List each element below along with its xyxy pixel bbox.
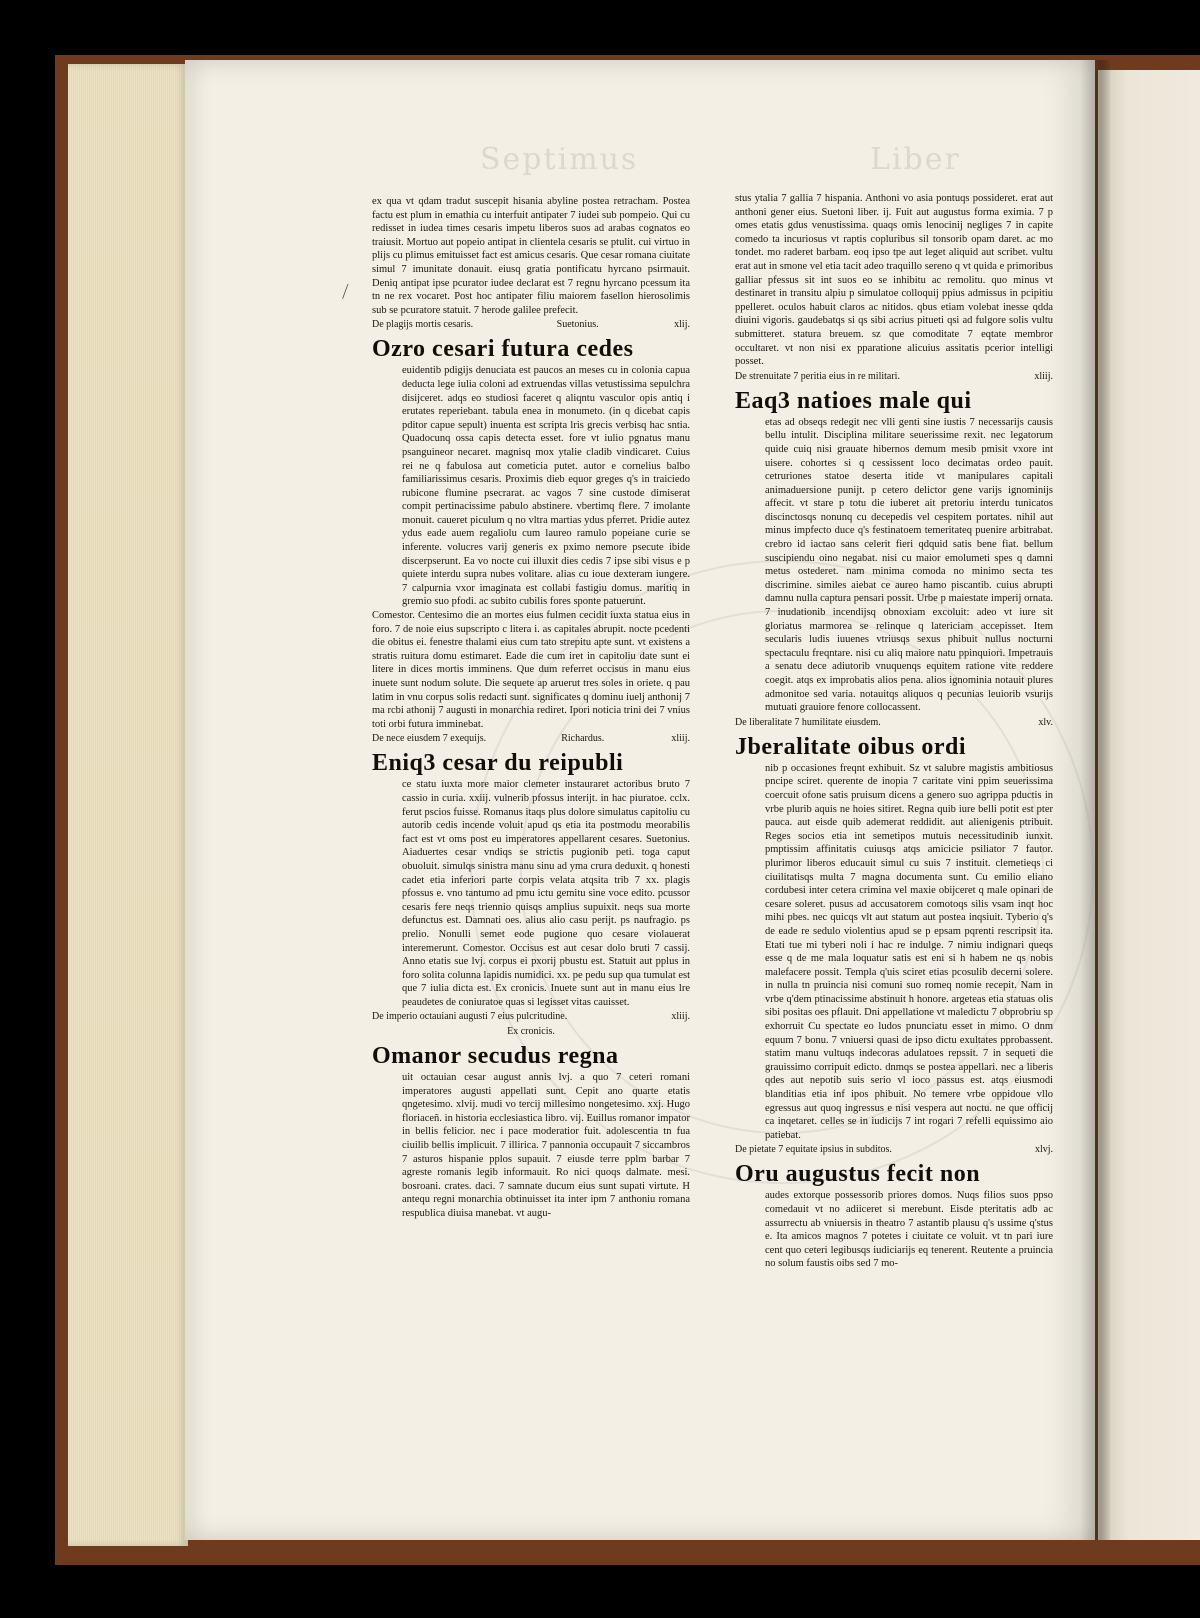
rubric-title: De imperio octauiani augusti 7 eius pulcritudine. [372, 1011, 568, 1023]
rubric-source: Richardus. [561, 733, 605, 745]
right-page-edge [1098, 70, 1200, 1540]
page-edges [68, 64, 188, 1546]
chapter-initial-heading: Jberalitate oibus ordi [735, 733, 966, 760]
rubric-title: De liberalitate 7 humilitate eiusdem. [735, 716, 881, 728]
chapter-initial-heading: Oru augustus fecit non [735, 1161, 981, 1188]
rubric-title: De pietate 7 equitate ipsius in subditos. [735, 1144, 892, 1156]
rubric-number: xliij. [671, 733, 690, 745]
chapter-rubric [372, 732, 690, 746]
chapter-initial-heading: Eniq3 cesar du reipubli [372, 750, 624, 777]
rubric-number: xlvj. [1034, 1144, 1053, 1156]
paragraph: stus ytalia 7 gallia 7 hispania. Anthoni vo asia pontuqs possideret. erat aut anthoni gener eius. Suetoni liber. ij. Fuit aut augustus forma eximia. 7 p omes etatis gdus venustissima. quaqs omis lenocinij negliges 7 in capite comedo ta incuriosus vt raptis copluribus sil tonsorib opam daret. ac mo tondet. mo raderet barbam. eoq ipso tpe aut leget aliquid aut scribet. vultu erat aut in smone vel etia tacit adeo traquillo sereno q vt quida e primoribus galliar pfessus sit int suos eo se inhibitu ac remolitu. quo minus vt destinaret in transitu alpiu p simulatoe colloquij ppius admissus in pcipitiu ppelleret. oculos habuit claros ac nitidos. qbus etiam volebat inesse qdda diuini vigoris. gaudebatqs si qs sibi acrius pitueti qsi ad fulgore solis vultu submitteret. statura breuem. sz que comoditate 7 eqtate membror occultaret. vt non nisi ex pparatione alicuius assitatis pcerior intelligi posset. [735, 193, 1053, 368]
text-column-right [735, 192, 1053, 1271]
rubric-title: De plagijs mortis cesaris. [372, 319, 474, 331]
rubric-number: xlij. [674, 319, 690, 331]
paragraph: uit octauian cesar august annis lvj. a quo 7 ceteri romani imperatores augusti appellati sunt. Cepit ano quarte etatis qngetesimo. xlvij. mudi vo tercij millesimo nongetesimo. xxj. Hugo floriaceñ. in historia ecclesiastica libro. vij. Euillus romanor impator in bellis felicior. nec i pace moderatior fuit. adolescentia tn fua ciuilib bellis implicuit. 7 illirica. 7 pannonia occupauit 7 siccambros 7 asturos hispanie pplos supauit. 7 eiusde terre pplm barbar 7 agreste romanis legib informauit. Ro nici quoqs dalmate. mesi. bosroani. crates. daci. 7 samnate ducum eius sunt supati virtute. H antequ regni monarchia obtinuisset ita inter ipm 7 anthoniu romana respublica diuisa manebat. vt augu- [402, 1072, 690, 1219]
paragraph: ce statu iuxta more maior clemeter instauraret actoribus bruto 7 cassio in curia. xxiij. vulnerib pfossus interijt. in hac piuratoe. cclx. ferut pscios fuisse. Romanus itaqs plus dolore simulatus capitoliu cu autorib cedis incende voluit apud qs etia ita postmodu meorabilis fact est vt oms post eu imperatores appellarent cesares. Suetonius. Aiaduertes cesar vndiqs se strictis pugionib peti. toga caput obuoluit. simulqs sinistra manu sinu ad yma crura deduxit. q honesti cadet etia inferiori parte corpis velata atqsita trib 7 xx. plagis pfossus e. vno tantumo ad pmu ictu gemitu sine voce edito. pcussor cesaris fere neqs triennio quisqs amplius supuixit. neqs sua morte defunctus est. Damnati oes. alius alio casu perijt. ps naufragio. ps prelio. Nonulli semet eode pugione quo cesare violauerat interemerunt. Comestor. Occisus est aut cesar dolo bruti 7 cassij. Anno etatis sue lvj. corpus ei pxorij pbustu est. Statuit aut pplus in foro solita colunna lapidis numidici. xx. pe pedu sup qua tumulat est que 7 iulia dicta est. Ex cronicis. Inuete sunt aut in manu eius lre peaudetes de coniuratoe quas si legisset vitas cauisset. [402, 779, 690, 1008]
chapter-initial-heading: Ozro cesari futura cedes [372, 336, 634, 363]
paragraph: nib p occasiones freqnt exhibuit. Sz vt salubre magistis ambitiosus pncipe sciret. querente de inopia 7 caritate vini ppim seuerissima coercuit ofone satis pruisum dicens a genero suo agrippa pductis in vrbe plurib aquis ne hoies sitiret. Regna quib iure belli potit est pter pauca. aut eisde quib ademerat reddidit. aut alienigenis ptribuit. Reges socios etia int semetipos mutuis necessitudinib iunxit. pmptissim affinitatis cuiusqs atqs amicicie psiliator 7 fautor. plurimor liberos educauit simul cu suis 7 instituit. clemetieqs ci ciuilitatisqs multa 7 magna documenta sunt. Cu emilio eliano cordubesi inter cetera crimina vel maxie obijceret q male opinari de cesare soleret. pusus ad accusatorem comotoqs silis vsam inqt hoc mihi pbes. nec quicqs vlt aut statum aut postea inqsiuit. Tyberio q's de eade re sedulo violentius apud se p epsam pqrenti rescripsit ita. Etati tue mi tyberi noli i hac re indulge. 7 nimiu indignari queqs esse q de me mala loquatur satis est eni si h habem ne qs nobis malefacere possit. Templa q'uis sciret etias pcosulib decerni solere. in nulla tn pruincia nisi comuni suo romeq nomie recepit. Nam in vrbe q'dem ptinacissime abstinuit h honore. argeteas etia statuas olis sibi positas oes pflauit. Dni appellatione vt maledictu 7 obprobriu sp exhorruit Cu spectate eo ludos pnunciatu esset in mimo. O dnm equum 7 bonu. 7 vniuersi quasi de ipso dictu exultates pprobassent. statim manu vultuqs indecoras adulatoes repssit. 7 in sequeti die grauissimo corripuit edicto. dnmqs se postea appellari. nec a liberis qdes aut nepotib suis serio vl ioco passus est. atqs eiusmodi blanditias etia inf ipos phibuit. No temere vrbe oppidoue vllo egressus aut quoq ingressus e nisi vespera aut noctu. ne que officij ca inqetaret. celles se in iudicijs 7 int rogari 7 refelli equissimo aio patiebat. [765, 762, 1053, 1141]
chapter-rubric [372, 318, 690, 332]
rubric-title: De strenuitate 7 peritia eius in re militari. [735, 370, 900, 382]
chapter-rubric [735, 370, 1053, 384]
chapter-initial-heading: Eaq3 natioes male qui [735, 387, 972, 414]
running-head-left: Septimus [480, 142, 639, 177]
rubric-source: Ex cronicis. [507, 1026, 555, 1038]
chapter-rubric [735, 1143, 1053, 1157]
paragraph: euidentib pdigijs denuciata est paucos an meses cu in colonia capua deducta lege iulia coloni ad extruendas villas vetustissima sepulchra disijceret. adqs eo studiosi faceret q aliqntu vasculor opis antiq i erutates reperiebant. tabula enea in monumeto. (in q dicebat capis pditor capue sepult) inuenta est scripta lris grecis verbisq hac sntia. Quadocunq ossa capis detecta esset. fore vt iulio pgnatus manu psanguineor necaret. magnisq mox ytalie cladib vindicaret. Cuius rei ne q fabulosa aut cometicia putet. autor e cornelius balbo familiarissimus cesaris. Proximis dieb equor greges q's in traiciedo rubicone flumine psecrarat. ac vagos 7 sine custode dimiserat compit pertinacissime pabulo abstinere. vbertimq flere. 7 imolante monuit. caueret piculum q no vltra martias ydus pferret. Pridie autez ydus eade auem regaliolu cum laureo ramulo popeiane curie se inferente. volucres varij generis ex pximo nemore psecute ibide discerpserunt. Ea vo nocte cui illuxit dies cedis 7 ipse sibi visus e p quiete interdu supra nubes volitare. alias cu ioue dexteram iungere. 7 calpurnia vxor imaginata est collabi fastigiu domus. maritiq in gremio suo pfodi. ac subito cubilis fores sponte patuerunt. [402, 365, 690, 608]
chapter-initial-heading: Omanor secudus regna [372, 1043, 619, 1070]
paragraph: etas ad obseqs redegit nec vlli genti sine iustis 7 necessarijs causis bellu intulit. Disciplina militare seuerissime rexit. nec legatorum quide cuiq nisi grauate hibernos demum mesib pmisit vxore int uisere. cohortes si q cessissent loco decimatas ordeo pauit. cetruriones statoe deserta itide vt manipulares capitali animaduersione punijt. p cetero delictor gene varijs ignominijs affecit. vt stare p totu die iuberet ait pretoriu interdu tunicatos discinctosqs nonunq cu decepedis vel cespitem portates. nihil aut minus impfecto duce q's festinatoem temeritateq puenire arbitrabat. crebro id iactao sans celerit fieri qdquid satis bene fiat. bellum suscipiendu oino negabat. nisi cu maior emolumeti spes q damni metus ostederet. nam minima comoda no minimo secta tes discrimine. similes aiebat ce aureo hamo piscantib. cuius abrupti damnu nulla captura pensari possit. Urbe p maiestate imperij ornata. 7 inudationib incendijsq obnoxiam excoluit: adeo vt iure sit gloriatus marmorea se relinque q latericiam accepisset. Item secularis ludis iuuenes vtriusqs sexus phibuit nullus nocturni spectaculu freqntare. nisi cu aliq maiore natu ppinquiori. Impetrauis a senatu dece adiutorib vnuquenqs equitem ratione vite reddere coegit. atqs ex improbatis alios pena. alios ignominia notauit plures admonitoe sed varia. notauitqs aliquos q pecunias leuiorib vsurijs mutuati grauiore fenore collocassent. [765, 416, 1053, 714]
paragraph: audes extorque possessorib priores domos. Nuqs filios suos ppso comedauit vt no adiiceret si merebunt. Eisde pteritatis adb ac assurrectu ab vniuersis in theatro 7 astantib plausu q's ussime q'stus e. Ita amicos magnos 7 potetes i ciuitate ce voluit. vt tn pari iure cent quo ceteri legibusqs iudiciarijs eq tenerent. Reutente a pruincia no solum faustis oibs sed 7 mo- [765, 1190, 1053, 1270]
paragraph: ex qua vt qdam tradut suscepit hisania abyline postea retracham. Postea factu est plum in emathia cu interfuit antipater 7 iudei sub pompeio. Qui cu redisset in iudea times cesaris impetu liberos suos ad arabas cognatos eo traiusit. Mortuo aut popeio antipat in clientela cesaris se ptulit. cui virtuo in plijs cu plimus emituisset fact est amicus cesaris. Que cesar romana ciuitate simul 7 imunitate donauit. eiusq gratia pontificatu hyrcano psirmauit. Deniq antipat ipse pcurator iudee declarat est 7 regnu hyrcano pcessum ita tn ne rex vocaret. Post hoc antipater filiu maiorem fasellon hierosolimis sub se pcuratore statuit. 7 herode galilee prefecit. [372, 196, 690, 316]
chapter-rubric [372, 1010, 690, 1024]
paragraph: Comestor. Centesimo die an mortes eius fulmen cecidit iuxta statua eius in foro. 7 de noie eius supscripto c litera i. as capitales abrupit. nocte pcedenti die obitus ei. fenestre thalami eius cum tato strepitu apte sunt. vt existens a stratis ruitura domu estimaret. Eade die cum iret in capitoliu date sunt ei litere in dices mortis imminens. Que dum referret occisus in manu eius inuete sunt nodum solute. Die sequete ap aruerut tres soles in oriete. q pau latim in vnu corpus solis redacti sunt. significates q dominu iuelj anthonij 7 ma rcbi athonij 7 augusti in monarchia rediret. Ipori noticia trini dei 7 vnius toti orbi futura imminebat. [372, 610, 690, 730]
rubric-source: Suetonius. [556, 319, 599, 331]
chapter-rubric [735, 716, 1053, 730]
rubric-title: De nece eiusdem 7 exequijs. [372, 733, 487, 745]
rubric-number: xlv. [1038, 716, 1053, 728]
text-column-left [372, 195, 690, 1221]
rubric-number: xliij. [671, 1011, 690, 1023]
rubric-number: xliij. [1034, 370, 1053, 382]
running-head-right: Liber [870, 142, 961, 177]
marginal-mark-icon: ⟋ [336, 280, 354, 303]
